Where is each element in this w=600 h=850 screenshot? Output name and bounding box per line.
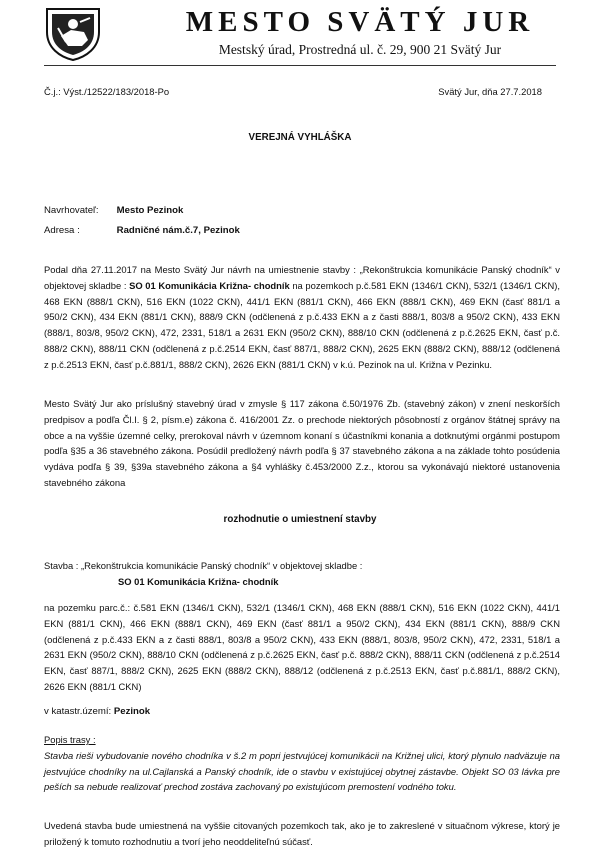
- applicant-row: [44, 205, 183, 216]
- city-coat-of-arms-icon: [44, 6, 102, 62]
- parcels-paragraph: na pozemku parc.č.: č.581 EKN (1346/1 CKN), 532/1 (1346/1 CKN), 468 EKN (888/1 CKN), 516 EKN (1022 CKN), 441/1 EKN (881/1 CKN), 466 EKN (888/1 CKN), 469 EKN (časť 881/1 a 950/2 CKN), 434 EKN (881/1 CKN), 888/9 CKN (odčlenená z p.č.433 EKN a z časti 888/1, 803/8 a 950/2 CKN), 433 EKN (888/1, 803/8, 950/2 CKN), 472, 2331, 518/1 a 2631 EKN (950/2 CKN), 888/10 CKN (odčlenená z p.č.2625 EKN, časť p.č. 888/2 CKN), 888/11 CKN (odčlenená z p.č.2514 EKN, časť 887/1, 888/2 CKN), 2625 EKN (888/2 CKN), 888/12 (odčlenená z p.č.2513 EKN, časť p.č.881/1, 888/2 CKN), 2626 EKN (881/1 CKN): [44, 602, 560, 692]
- closing-paragraph: Uvedená stavba bude umiestnená na vyššie citovaných pozemkoch tak, ako je to zakreslené v situačnom výkrese, ktorý je priložený k tomuto rozhodnutiu a tvorí jeho neoddeliteľnú súčasť.: [44, 820, 560, 847]
- katastr-label: v katastr.území:: [44, 706, 114, 717]
- katastr-value: Pezinok: [113, 706, 151, 717]
- stavba-object: SO 01 Komunikácia Križna- chodník: [118, 575, 279, 587]
- application-text-parcels: na pozemkoch p.č.581 EKN (1346/1 CKN), 532/1 (1346/1 CKN), 468 EKN (888/1 CKN), 516 EKN (1022 CKN), 441/1 EKN (881/1 CKN), 466 EKN (888/1 CKN), 469 EKN (časť 881/1 a 950/2 CKN), 434 EKN (881/1 CKN), 888/9 CKN (odčlenená z p.č.433 EKN a z časti 888/1, 803/8 a 950/2 CKN), 433 EKN (888/1, 803/8, 950/2 CKN), 472, 2331, 518/1 a 2631 EKN (950/2 CKN), 888/10 CKN (odčlenená z p.č.2625 EKN, časť p.č. 888/2 CKN), 888/11 CKN (odčlenená z p.č.2514 EKN, časť 887/1, 888/2 CKN), 2625 EKN (888/2 CKN), 888/12 (odčlenená z p.č.2513 EKN, časť p.č.881/1, 888/2 CKN), 2626 EKN (881/1 CKN) v k.ú. Pezinok na ul. Križna v Pezinku.: [44, 279, 560, 370]
- city-title: MESTO SVÄTÝ JUR: [185, 6, 535, 38]
- document-title: VEREJNÁ VYHLÁŠKA: [248, 132, 352, 143]
- route-description: [44, 732, 560, 795]
- address-value: Radničné nám.č.7, Pezinok: [116, 225, 240, 236]
- application-object-name: SO 01 Komunikácia Križna- chodník: [129, 279, 290, 291]
- reference-number: Č.j.: Výst./12522/183/2018-Po: [44, 86, 170, 97]
- header-divider: [44, 65, 556, 66]
- applicant-label: Navrhovateľ:: [44, 205, 99, 216]
- application-text-intro: Podal dňa 27.11.2017 na Mesto Svätý Jur návrh na umiestnenie stavby : „Rekonštrukcia komunikácie Panský chodník“ v objektovej skladbe :: [44, 264, 560, 291]
- katastr-row: [44, 706, 150, 717]
- place-and-date: Svätý Jur, dňa 27.7.2018: [438, 86, 542, 97]
- stavba-line: Stavba : „Rekonštrukcia komunikácie Panský chodník“ v objektovej skladbe :: [44, 560, 363, 571]
- route-heading: Popis trasy :: [44, 734, 96, 745]
- city-office-address: Mestský úrad, Prostredná ul. č. 29, 900 21 Svätý Jur: [218, 42, 502, 57]
- application-paragraph: [44, 262, 560, 373]
- route-text: Stavba rieši vybudovanie nového chodníka v š.2 m popri jestvujúcej komunikácii na Križnej ulici, ktorý plynulo nadväzuje na jestvujúce chodníky na ul.Cajlanská a Panský chodník, ide o stavbu v existujúcej obytnej zástavbe. Objekt SO 03 lávka pre peších sa nebude realizovať prechod zostáva zachovaný po existujúcom premostení vodného toku.: [44, 749, 560, 793]
- address-label: Adresa :: [44, 225, 80, 236]
- authority-paragraph: Mesto Svätý Jur ako príslušný stavebný úrad v zmysle § 117 zákona č.50/1976 Zb. (stavebný zákon) v znení neskorších predpisov a podľa Čl.I. § 2, písm.e) zákona č. 416/2001 Zz. o prechode niektorých pôsobností z orgánov štátnej správy na obce a na vyššie územné celky, prerokoval návrh v územnom konaní s účastníkmi konania a dotknutými orgánmi postupom podľa §35 a 36 stavebného zákona. Posúdil predložený návrh podľa § 37 stavebného zákona a na základe tohto posúdenia vydáva podľa § 39, §39a stavebného zákona a §4 vyhlášky č.453/2000 Z.z., ktorou sa vykonávajú niektoré ustanovenia stavebného zákona: [44, 398, 560, 488]
- applicant-value: Mesto Pezinok: [116, 205, 184, 216]
- stavba-block: [44, 558, 560, 590]
- address-row: [44, 225, 240, 236]
- decision-heading: rozhodnutie o umiestnení stavby: [223, 514, 377, 525]
